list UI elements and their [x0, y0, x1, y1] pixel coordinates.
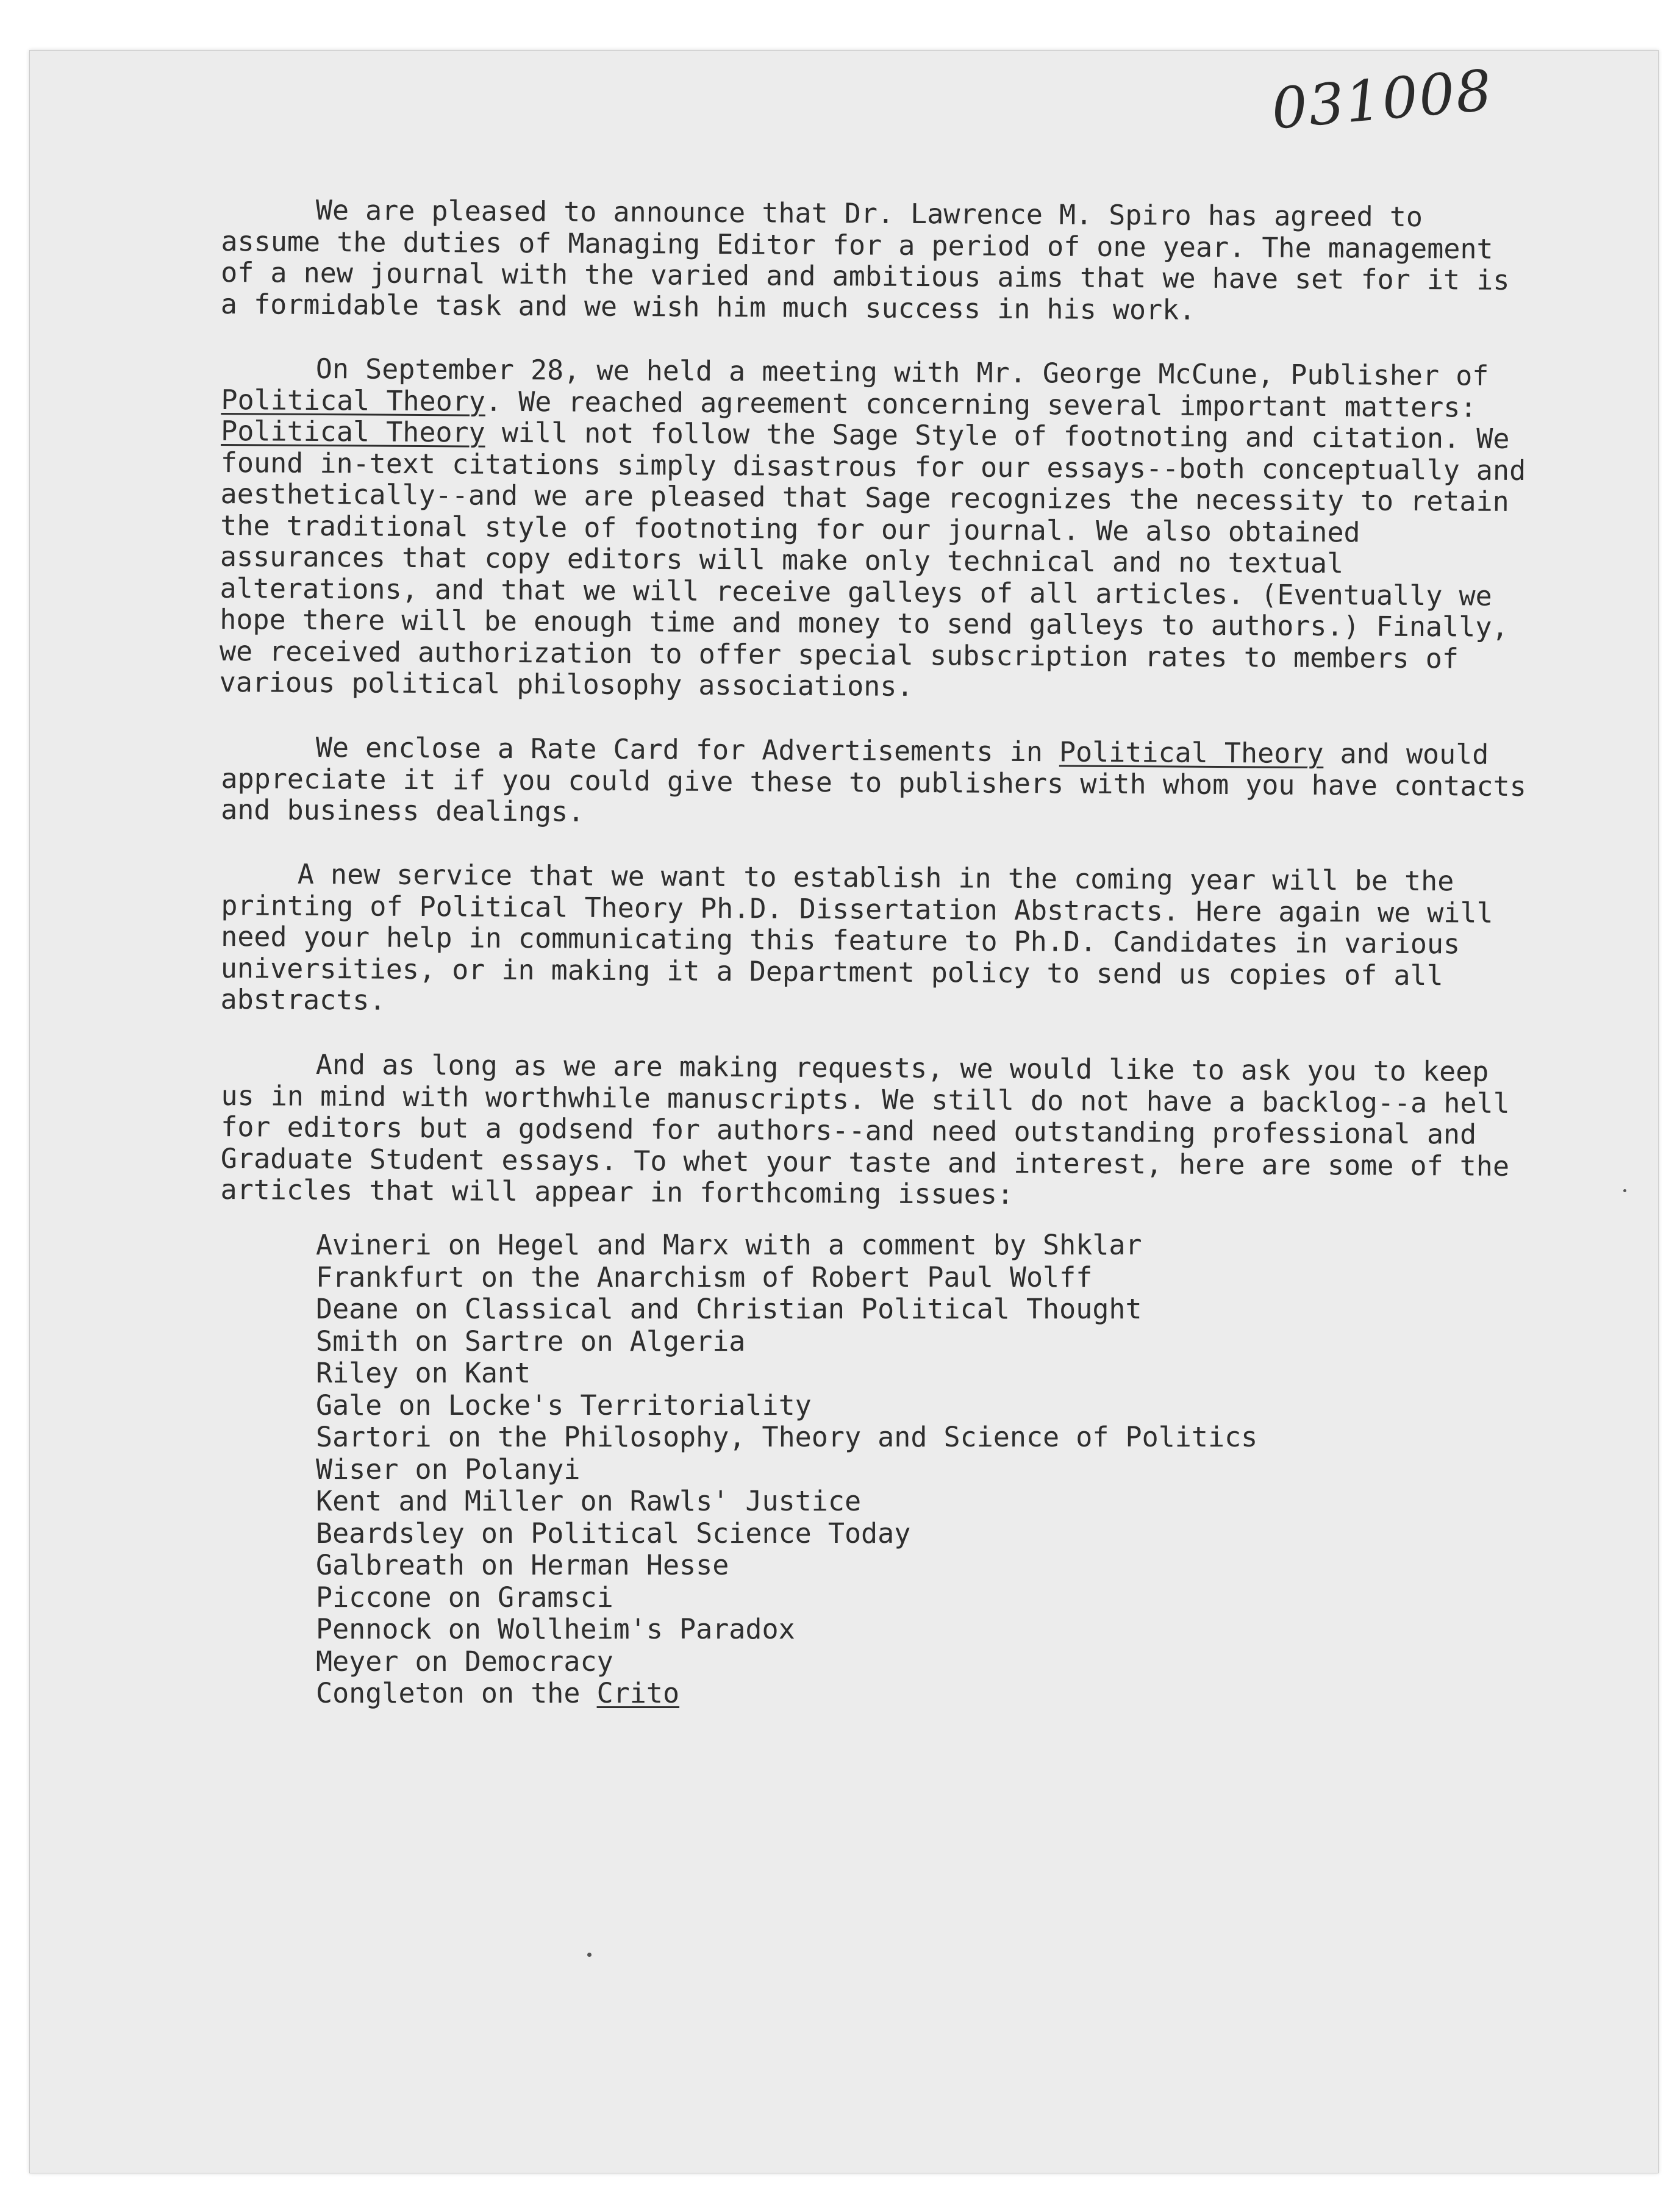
list-item: Gale on Locke's Territoriality: [316, 1389, 812, 1421]
paragraph-text: . We reached agreement concerning several important matters:: [485, 385, 1477, 424]
paragraph-publisher-meeting: [220, 352, 1532, 706]
list-item: Riley on Kant: [316, 1357, 531, 1389]
paragraph-text: and would appreciate it if you could give these to publishers with whom you have contacts and business dealings.: [221, 737, 1526, 828]
journal-title-underlined: Political Theory: [221, 383, 486, 418]
paragraph-rate-card: [221, 731, 1532, 834]
journal-title-underlined: Political Theory: [1059, 735, 1324, 770]
journal-title-underlined: Political Theory: [221, 414, 485, 449]
list-item: Pennock on Wollheim's Paradox: [316, 1613, 795, 1645]
list-item: [316, 1678, 1532, 1710]
ink-speck: [587, 1953, 592, 1957]
crito-title-underlined: Crito: [596, 1677, 680, 1709]
paragraph-text: will not follow the Sage Style of footnoting and citation. We found in-text citations simply disastrous for our essays--both conceptually and aesthetically--and we are pleased that Sage recognizes the necessity to retain the traditional style of footnoting for our journal. We also obtained assurances that copy editors will make only technical and no textual alterations, and that we will receive galleys of all articles. (Eventually we hope there will be enough time and money to send galleys to authors.) Finally, we received authorization to offer special subscription rates to members of various political philosophy associations.: [219, 416, 1526, 703]
list-item: Deane on Classical and Christian Political Thought: [316, 1293, 1142, 1325]
paragraph-text: We enclose a Rate Card for Advertisements in: [315, 731, 1060, 768]
list-item: Frankfurt on the Anarchism of Robert Paul Wolff: [316, 1260, 1093, 1293]
list-item: Smith on Sartre on Algeria: [316, 1325, 746, 1357]
paragraph-managing-editor: We are pleased to announce that Dr. Lawrence M. Spiro has agreed to assume the duties of Managing Editor for a period of one year. The management of a new journal with the varied and ambitious aims that we have set for it is a formidable task and we wish him much success in his work.: [220, 193, 1510, 326]
paragraph-dissertation-abstracts: A new service that we want to establish in the coming year will be the printing of Political Theory Ph.D. Dissertation Abstracts. Here again we will need your help in communicating this feature to Ph.D. Candidates in various universities, or in making it a Department policy to send us copies of all abstracts.: [220, 857, 1493, 1017]
list-item: Meyer on Democracy: [316, 1645, 613, 1678]
letter-body: [221, 194, 1532, 1710]
ink-speck: [1623, 1189, 1626, 1192]
list-item: Galbreath on Herman Hesse: [316, 1549, 729, 1581]
handwritten-document-number: 031008: [1269, 57, 1496, 142]
list-item: Wiser on Polanyi: [316, 1453, 581, 1486]
list-item: Avineri on Hegel and Marx with a comment by Shklar: [316, 1229, 1142, 1261]
paragraph-manuscript-request: And as long as we are making requests, we would like to ask you to keep us in mind with worthwhile manuscripts. We still do not have a backlog--a hell for editors but a godsend for authors--and need outstanding professional and Graduate Student essays. To whet your taste and interest, here are some of the articles that will appear in forthcoming issues:: [220, 1048, 1510, 1210]
list-item-text: Congleton on the: [316, 1677, 597, 1709]
list-item: Piccone on Gramsci: [316, 1581, 613, 1614]
list-item: Kent and Miller on Rawls' Justice: [316, 1485, 862, 1517]
forthcoming-articles-list: [316, 1229, 1532, 1710]
list-item: Sartori on the Philosophy, Theory and Science of Politics: [316, 1421, 1258, 1453]
paragraph-text: On September 28, we held a meeting with Mr. George McCune, Publisher of: [315, 352, 1489, 392]
list-item: Beardsley on Political Science Today: [316, 1517, 911, 1550]
